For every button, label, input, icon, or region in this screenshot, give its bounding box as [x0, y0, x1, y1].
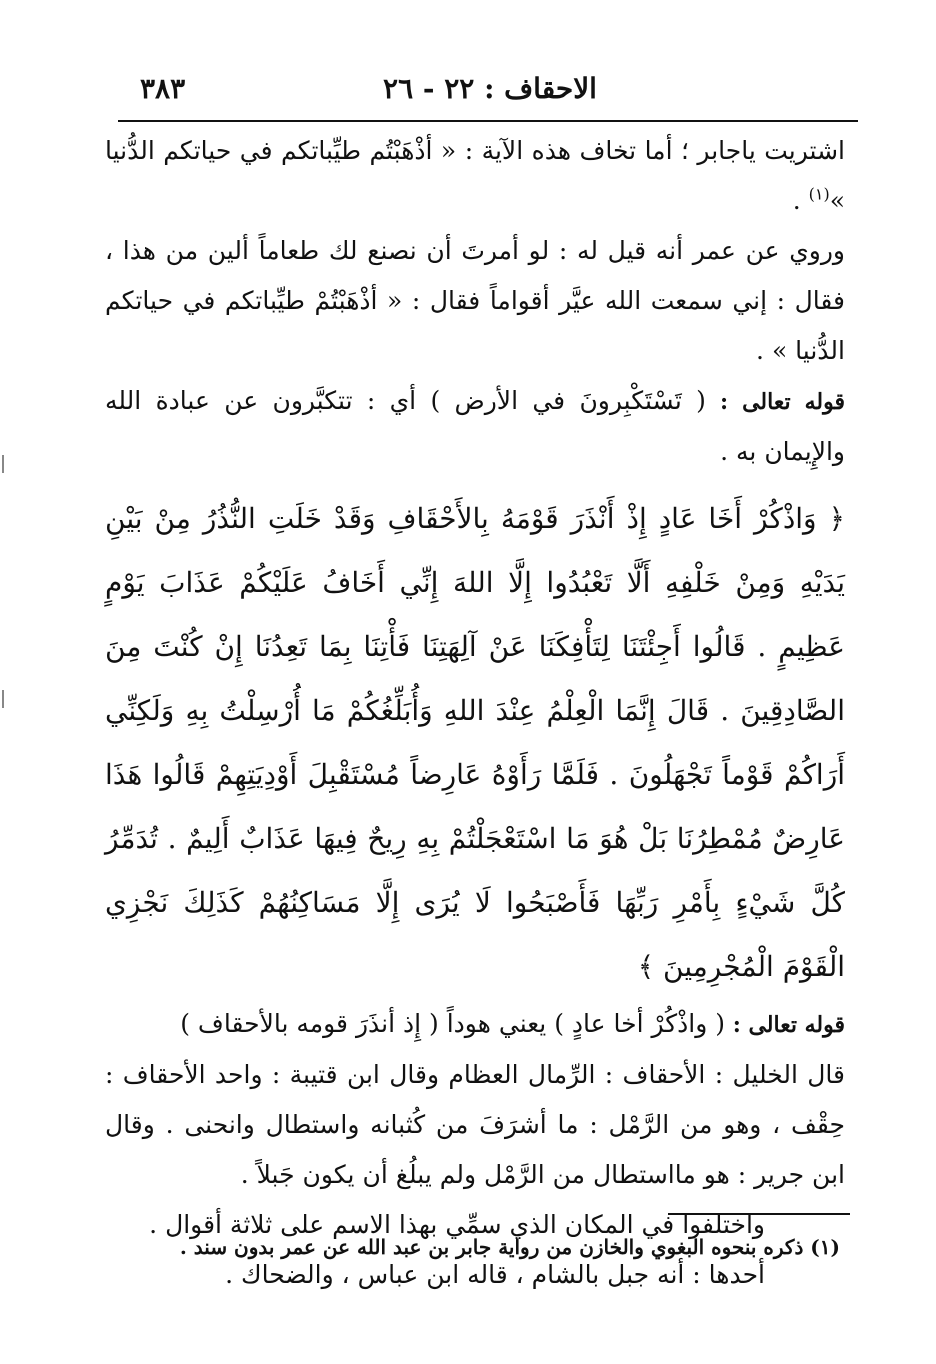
running-header: [130, 72, 850, 112]
paragraph-5: قال الخليل : الأحقاف : الرِّمال العظام وقال ابن قتيبة : واحد الأحقاف : حِقْف ، وهو من الرَّمْل : ما أشرَفَ من كُثبانه واستطال وانحنى . وقال ابن جرير : هو مااستطال من الرَّمْل ولم يبلُغ أن يكون جَبلاً .: [105, 1060, 845, 1189]
commentary-label: قوله تعالى :: [705, 389, 845, 415]
paragraph-4-text: ( واذْكُرْ أخا عادٍ ) يعني هوداً ( إِذ أنذَرَ قومه بالأحقاف ): [180, 1009, 726, 1038]
paragraph-4: [105, 999, 845, 1050]
quran-verses: ﴿ وَاذْكُرْ أَخَا عَادٍ إِذْ أَنْذَرَ قَوْمَهُ بِالأَحْقَافِ وَقَدْ خَلَتِ النُّذُرُ مِنْ بَيْنِ يَدَيْهِ وَمِنْ خَلْفِهِ أَلَّا تَعْبُدُوا إِلَّا اللهَ إِنِّي أَخَافُ عَلَيْكُمْ عَذَابَ يَوْمٍ عَظِيمٍ . قَالُوا أَجِئْتَنَا لِتَأْفِكَنَا عَنْ آلِهَتِنَا فَأْتِنَا بِمَا تَعِدُنَا إِنْ كُنْتَ مِنَ الصَّادِقِينَ . قَالَ إِنَّمَا الْعِلْمُ عِنْدَ اللهِ وَأُبَلِّغُكُمْ مَا أُرْسِلْتُ بِهِ وَلَكِنِّي أَرَاكُمْ قَوْماً تَجْهَلُونَ . فَلَمَّا رَأَوْهُ عَارِضاً مُسْتَقْبِلَ أَوْدِيَتِهِمْ قَالُوا هَذَا عَارِضٌ مُمْطِرُنَا بَلْ هُوَ مَا اسْتَعْجَلْتُمْ بِهِ رِيحٌ فِيهَا عَذَابٌ أَلِيمٌ . تُدَمِّرُ كُلَّ شَيْءٍ بِأَمْرِ رَبِّهَا فَأَصْبَحُوا لَا يُرَى إِلَّا مَسَاكِنُهُمْ كَذَلِكَ نَجْزِي الْقَوْمَ الْمُجْرِمِينَ ﴾: [105, 502, 845, 983]
margin-mark: [2, 455, 4, 473]
margin-mark: [2, 690, 4, 708]
header-rule: [118, 120, 858, 122]
main-text: [105, 126, 845, 1300]
paragraph-1: [105, 126, 845, 226]
paragraph-2: وروي عن عمر أنه قيل له : لو أمرتَ أن نصنع لك طعاماً ألين من هذا ، فقال : إني سمعت الله عيَّر أقواماً فقال : « أذْهَبْتُمْ طيِّباتكم في حياتكم الدُّنيا » .: [105, 236, 845, 365]
paragraph-7: أحدها : أنه جبل بالشام ، قاله ابن عباس ، والضحاك .: [225, 1260, 765, 1289]
footnote: (١) ذكره بنحوه البغوي والخازن من رواية جابر بن عبد الله عن عمر بدون سند .: [179, 1235, 840, 1259]
page-number: ٣٨٣: [140, 72, 186, 105]
footnote-reference[interactable]: (١): [808, 184, 830, 204]
footnote-rule: [668, 1213, 850, 1215]
commentary-label: قوله تعالى :: [725, 1012, 845, 1038]
paragraph-6: واختلفوا في المكان الذي سمِّي بهذا الاسم على ثلاثة أقوال .: [149, 1210, 765, 1239]
chapter-title: الاحقاف : ٢٢ - ٢٦: [383, 72, 597, 105]
paragraph-3: [105, 376, 845, 477]
paragraph-1-text: اشتريت ياجابر ؛ أما تخاف هذه الآية : « أذْهَبْتُم طيِّباتكم في حياتكم الدُّنيا »: [105, 136, 845, 215]
paragraph-3-text: ( تَسْتَكْبِرونَ في الأرض ) أي : تتكبَّرون عن عبادة الله والإِيمان به .: [105, 386, 845, 466]
paragraph-1-end: .: [792, 186, 809, 215]
